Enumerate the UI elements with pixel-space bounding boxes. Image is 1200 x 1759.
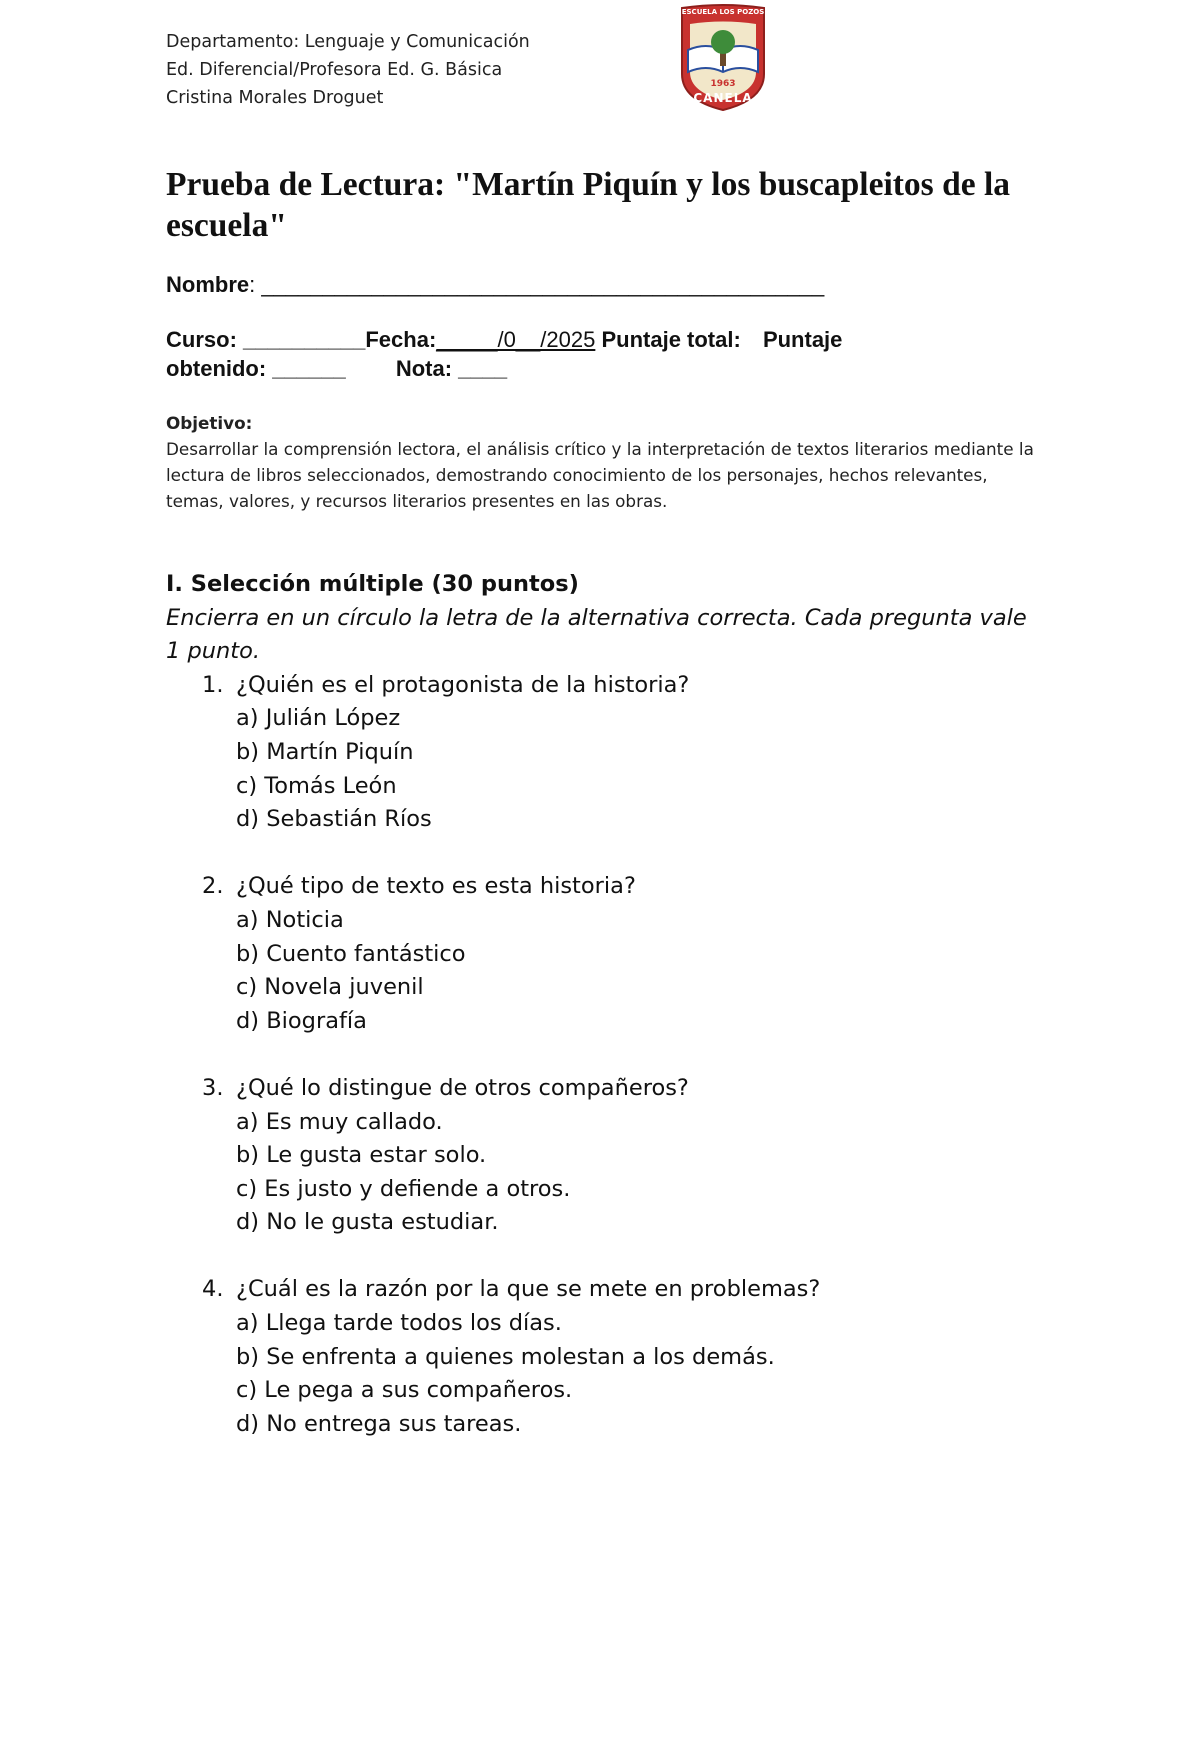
test-title: Prueba de Lectura: "Martín Piquín y los buscapleitos de la escuela" xyxy=(166,166,1011,244)
answer-option[interactable]: c) Es justo y defiende a otros. xyxy=(236,1175,571,1202)
school-logo xyxy=(676,4,770,112)
answer-option[interactable]: a) Julián López xyxy=(236,705,401,732)
name-blank[interactable]: : ______________________________________________ xyxy=(249,272,825,297)
section-title: I. Selección múltiple (30 puntos) xyxy=(166,571,579,597)
answer-option[interactable]: c) Le pega a sus compañeros. xyxy=(236,1377,573,1404)
question-text: ¿Qué tipo de texto es esta historia? xyxy=(236,873,636,900)
score-obtained-label-a: Puntaje xyxy=(762,327,843,352)
teacher-line: Cristina Morales Droguet xyxy=(166,88,384,108)
question-item xyxy=(166,1273,1046,1441)
document-header xyxy=(166,28,530,112)
answer-option[interactable]: b) Se enfrenta a quienes molestan a los demás. xyxy=(236,1343,775,1370)
answer-option[interactable]: d) Sebastián Ríos xyxy=(236,806,432,833)
answer-option[interactable]: a) Es muy callado. xyxy=(236,1108,443,1135)
question-item xyxy=(166,669,1046,837)
section-instructions: Encierra en un círculo la letra de la alternativa correcta. Cada pregunta vale 1 punto. xyxy=(166,604,1027,665)
answer-option[interactable]: d) No le gusta estudiar. xyxy=(236,1209,499,1236)
date-value[interactable]: _____/0__/2025 xyxy=(436,327,596,352)
name-label: Nombre xyxy=(166,272,250,297)
answer-option[interactable]: d) No entrega sus tareas. xyxy=(236,1410,522,1437)
name-field-row xyxy=(166,272,824,298)
question-text: ¿Qué lo distingue de otros compañeros? xyxy=(236,1074,689,1101)
answer-option[interactable]: c) Tomás León xyxy=(236,772,397,799)
answer-option[interactable]: b) Le gusta estar solo. xyxy=(236,1142,487,1169)
logo-text-bottom: CANELA xyxy=(693,91,753,105)
question-number: 1. xyxy=(202,671,224,698)
grade-label[interactable]: Nota: ____ xyxy=(395,356,508,381)
answer-option[interactable]: c) Novela juvenil xyxy=(236,974,424,1001)
answer-option[interactable]: a) Noticia xyxy=(236,906,344,933)
logo-year: 1963 xyxy=(710,79,736,89)
question-text: ¿Quién es el protagonista de la historia? xyxy=(236,671,690,698)
answer-option[interactable]: d) Biografía xyxy=(236,1007,367,1034)
objective-label: Objetivo: xyxy=(166,413,253,433)
answer-option[interactable]: a) Llega tarde todos los días. xyxy=(236,1310,562,1337)
question-text: ¿Cuál es la razón por la que se mete en problemas? xyxy=(236,1276,821,1303)
department-line: Departamento: Lenguaje y Comunicación xyxy=(166,32,530,52)
role-line: Ed. Diferencial/Profesora Ed. G. Básica xyxy=(166,60,503,80)
score-obtained-label-b[interactable]: obtenido: ______ xyxy=(166,356,346,381)
question-number: 2. xyxy=(202,873,224,900)
question-item xyxy=(166,870,1046,1038)
objective-text: Desarrollar la comprensión lectora, el análisis crítico y la interpretación de textos literarios mediante la lectura de libros seleccionados, demostrando conocimiento de los personajes, hechos relevantes, temas, valores, y recursos literarios presentes en las obras. xyxy=(166,439,1034,511)
answer-option[interactable]: b) Cuento fantástico xyxy=(236,940,466,967)
question-number: 4. xyxy=(202,1276,224,1303)
date-label: Fecha: xyxy=(365,327,437,352)
section-multiple-choice xyxy=(166,568,1046,1441)
course-blank[interactable]: : __________ xyxy=(229,327,366,352)
logo-text-top: ESCUELA LOS POZOS xyxy=(681,8,765,16)
question-item xyxy=(166,1072,1046,1240)
course-label: Curso xyxy=(166,327,230,352)
score-total-label: Puntaje total: xyxy=(601,327,741,352)
answer-option[interactable]: b) Martín Piquín xyxy=(236,738,414,765)
course-date-score-rows xyxy=(166,325,842,383)
objective-block xyxy=(166,410,1046,514)
question-number: 3. xyxy=(202,1074,224,1101)
